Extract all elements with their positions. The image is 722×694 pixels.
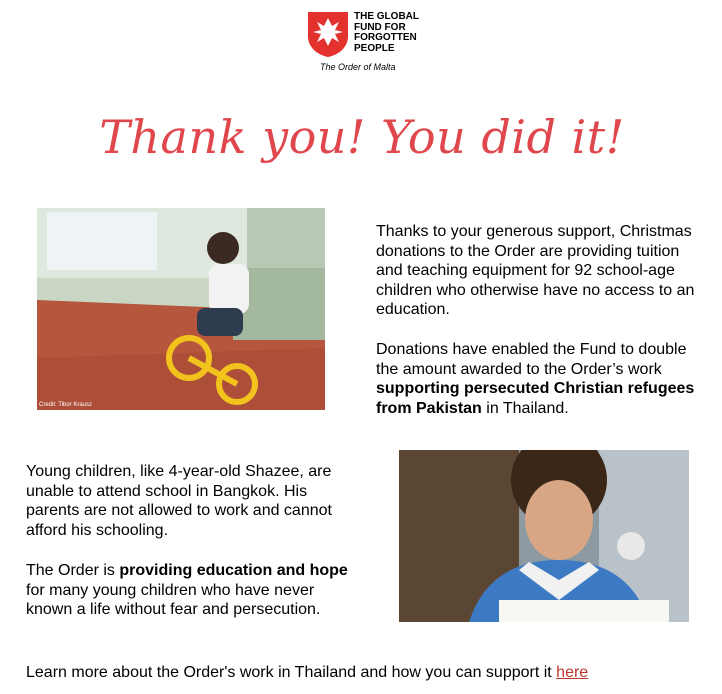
girl-at-desk-photo: [399, 450, 689, 622]
paragraph-education-bold: providing education and hope: [119, 562, 348, 579]
banner-text: Thank you! You did it!: [99, 110, 625, 164]
fund-logo: [306, 10, 424, 78]
paragraph-donations: [376, 340, 696, 418]
paragraph-education: [26, 561, 356, 620]
photo-credit: Credit: Tibor Krausz: [39, 402, 93, 408]
thank-you-banner: [77, 92, 647, 206]
paragraph-donations-end: in Thailand.: [481, 399, 569, 417]
paragraph-education-text: The Order is: [26, 562, 120, 579]
footer-learn-more: [26, 663, 706, 683]
paragraph-shazee: Young children, like 4-year-old Shazee, are unable to attend school in Bangkok. His parents are not allowed to work and cannot afford his schooling.: [26, 463, 332, 539]
paragraph-thanks: Thanks to your generous support, Christmas donations to the Order are providing tuition and teaching equipment for 92 school-age children who otherwise have no access to an education.: [376, 223, 695, 318]
logo-subtitle: The Order of Malta: [320, 62, 396, 72]
paragraph-donations-text: Donations have enabled the Fund to double the amount awarded to the Order’s work: [376, 341, 687, 378]
maltese-cross-shield-icon: [306, 10, 350, 58]
boy-on-bicycle-photo: [37, 208, 325, 410]
footer-text: Learn more about the Order's work in Thailand and how you can support it: [26, 664, 557, 681]
here-link[interactable]: here: [556, 664, 589, 681]
logo-title: THE GLOBAL FUND FOR FORGOTTEN PEOPLE: [354, 11, 419, 54]
paragraph-education-end: for many young children who have never known a life without fear and persecution.: [26, 581, 321, 618]
paragraph-donations-bold: supporting persecuted Christian refugees from Pakistan: [376, 380, 695, 417]
